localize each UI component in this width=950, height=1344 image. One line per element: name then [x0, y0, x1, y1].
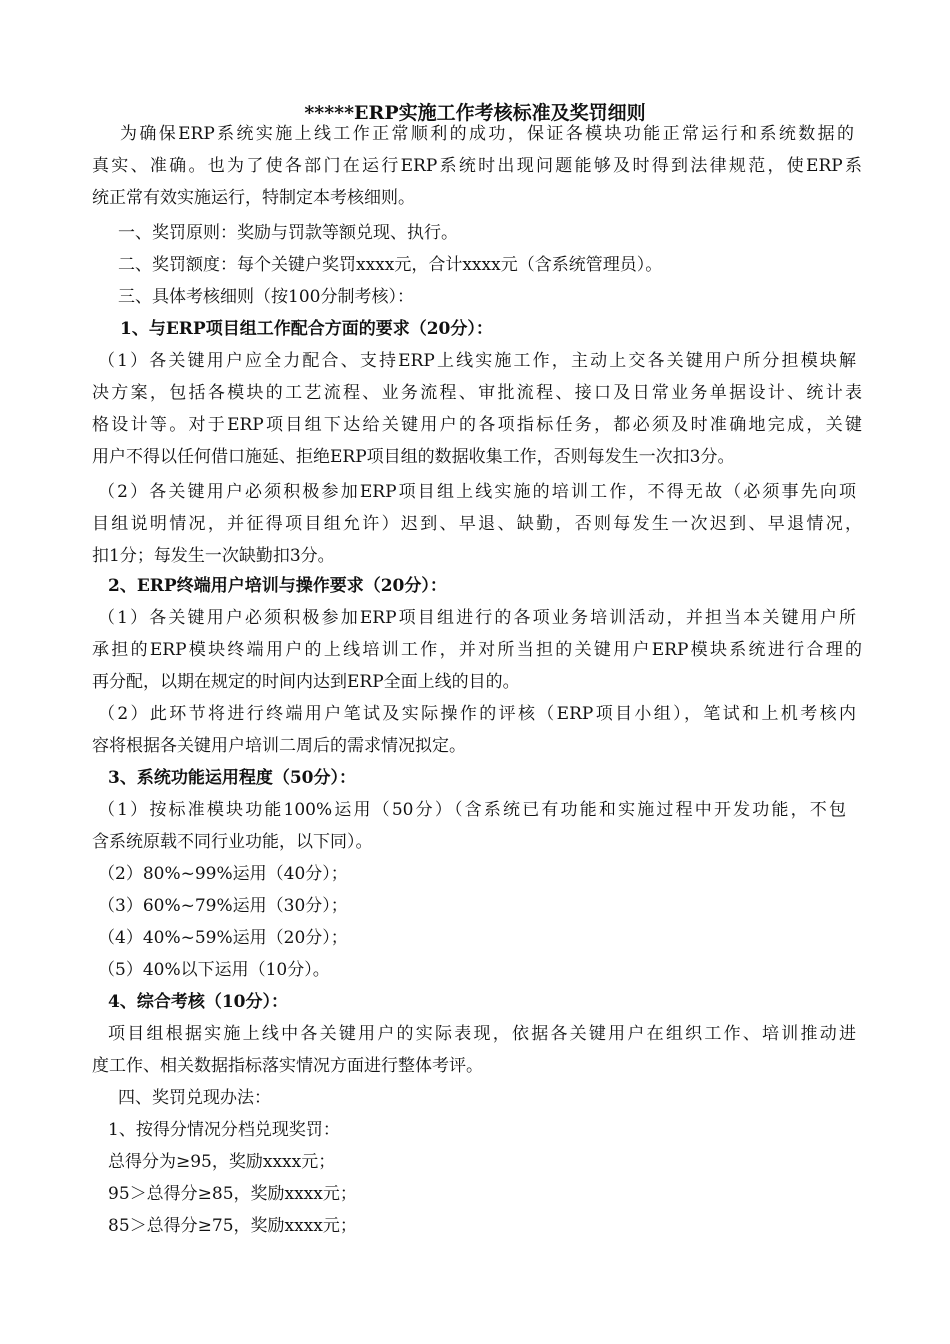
- item-2-p1-line-3: 再分配，以期在规定的时间内达到ERP全面上线的目的。: [92, 672, 520, 692]
- item-1-p1-line-4: 用户不得以任何借口施延、拒绝ERP项目组的数据收集工作，否则每发生一次扣3分。: [92, 447, 735, 467]
- item-2-p1-line-2: 承担的ERP模块终端用户的上线培训工作，并对所当担的关键用户ERP模块系统进行合理的: [92, 640, 862, 660]
- item-2-p2-line-1: （2）此环节将进行终端用户笔试及实际操作的评核（ERP项目小组），笔试和上机考核内: [98, 704, 856, 724]
- item-1-p2-line-1: （2）各关键用户必须积极参加ERP项目组上线实施的培训工作，不得无故（必须事先向项: [98, 482, 856, 502]
- item-1-p2-line-2: 目组说明情况，并征得项目组允许）迟到、早退、缺勤，否则每发生一次迟到、早退情况，: [92, 514, 862, 534]
- item-3-tier-below-40: （5）40%以下运用（10分）。: [98, 960, 330, 980]
- item-2-heading: 2、ERP终端用户培训与操作要求（20分）：: [108, 576, 447, 596]
- intro-line-3: 统正常有效实施运行，特制定本考核细则。: [92, 188, 415, 208]
- item-1-p1-line-1: （1）各关键用户应全力配合、支持ERP上线实施工作，主动上交各关键用户所分担模块解: [98, 351, 856, 371]
- item-2-p1-line-1: （1）各关键用户必须积极参加ERP项目组进行的各项业务培训活动，并担当本关键用户所: [98, 608, 856, 628]
- section-rules: 三、具体考核细则（按100分制考核）：: [118, 287, 414, 307]
- item-3-heading: 3、系统功能运用程度（50分）：: [108, 768, 356, 788]
- tier-line-1: 总得分为≥95，奖励xxxx元；: [108, 1152, 336, 1172]
- section-reward-method: 四、奖罚兑现办法：: [118, 1088, 271, 1108]
- section-principle: 一、奖罚原则：奖励与罚款等额兑现、执行。: [118, 223, 458, 243]
- item-3-p1-line-2: 含系统原载不同行业功能，以下同）。: [92, 832, 373, 852]
- item-1-heading: 1、与ERP项目组工作配合方面的要求（20分）：: [120, 319, 493, 339]
- item-3-p1-line-1: （1）按标准模块功能100%运用（50分）（含系统已有功能和实施过程中开发功能，不包: [98, 800, 846, 820]
- item-3-tier-40: （4）40%~59%运用（20分）；: [98, 928, 348, 948]
- intro-line-1: 为确保ERP系统实施上线工作正常顺利的成功，保证各模块功能正常运行和系统数据的: [120, 124, 854, 144]
- tier-line-3: 85＞总得分≥75，奖励xxxx元；: [108, 1216, 357, 1236]
- intro-line-2: 真实、准确。也为了使各部门在运行ERP系统时出现问题能够及时得到法律规范，使ERP系: [92, 156, 862, 176]
- rule-1: 1、按得分情况分档兑现奖罚：: [108, 1120, 340, 1140]
- item-3-tier-80: （2）80%~99%运用（40分）；: [98, 864, 348, 884]
- document-title: *****ERP实施工作考核标准及奖罚细则: [304, 102, 646, 124]
- item-3-tier-60: （3）60%~79%运用（30分）；: [98, 896, 348, 916]
- section-amount: 二、奖罚额度：每个关键户奖罚xxxx元，合计xxxx元（含系统管理员）。: [118, 255, 663, 275]
- item-1-p2-line-3: 扣1分；每发生一次缺勤扣3分。: [92, 546, 335, 566]
- tier-line-2: 95＞总得分≥85，奖励xxxx元；: [108, 1184, 357, 1204]
- item-4-p1-line-2: 度工作、相关数据指标落实情况方面进行整体考评。: [92, 1056, 483, 1076]
- item-1-p1-line-2: 决方案，包括各模块的工艺流程、业务流程、审批流程、接口及日常业务单据设计、统计表: [92, 383, 862, 403]
- item-4-heading: 4、综合考核（10分）：: [108, 992, 288, 1012]
- item-4-p1-line-1: 项目组根据实施上线中各关键用户的实际表现，依据各关键用户在组织工作、培训推动进: [108, 1024, 856, 1044]
- item-2-p2-line-2: 容将根据各关键用户培训二周后的需求情况拟定。: [92, 736, 466, 756]
- item-1-p1-line-3: 格设计等。对于ERP项目组下达给关键用户的各项指标任务，都必须及时准确地完成，关键: [92, 415, 862, 435]
